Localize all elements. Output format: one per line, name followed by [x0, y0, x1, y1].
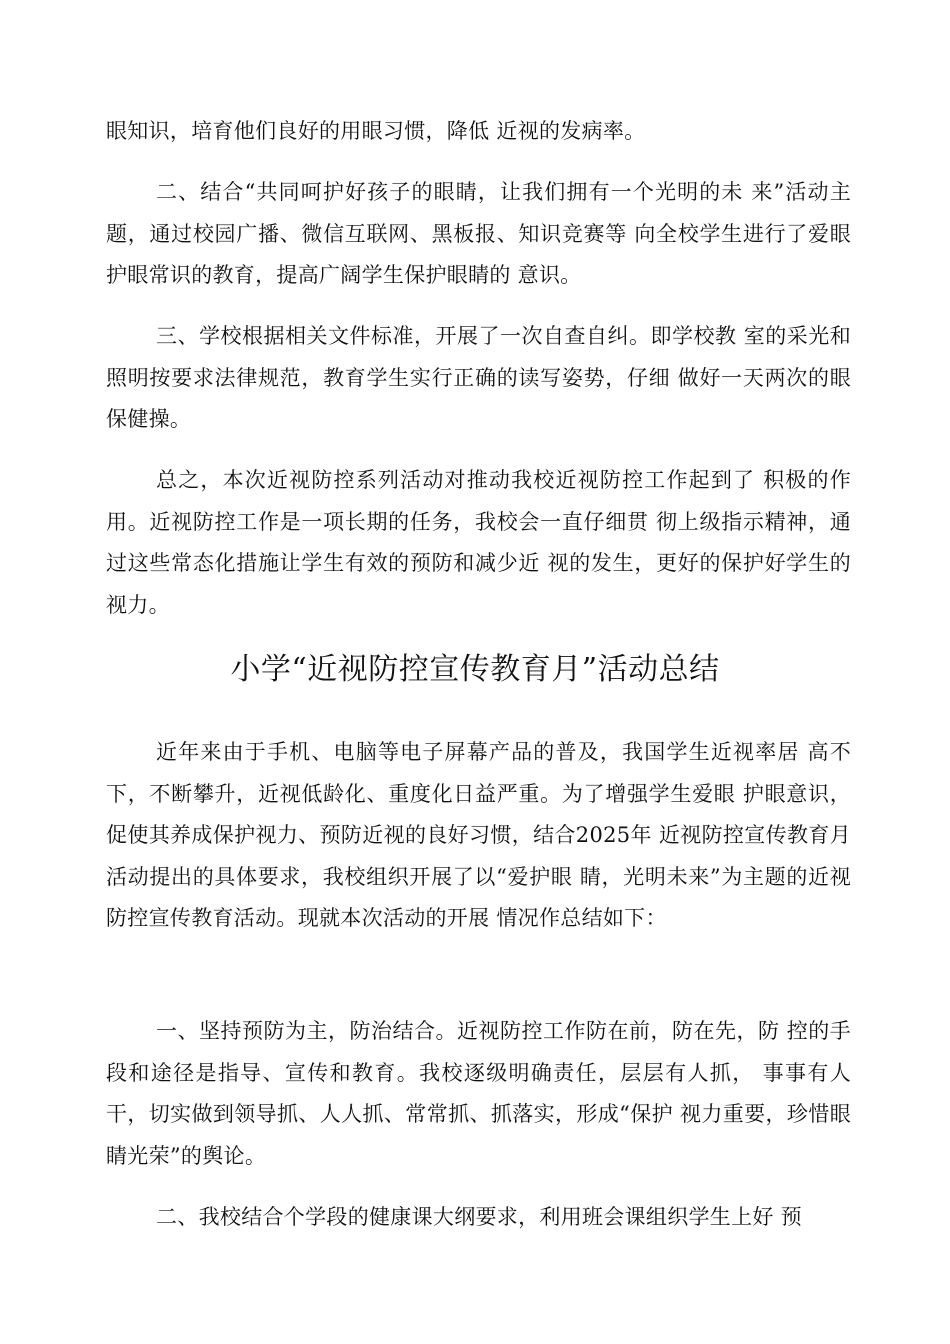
paragraph-conclusion: 总之，本次近视防控系列活动对推动我校近视防控工作起到了 积极的作用。近视防控工作是一项长期的任务，我校会一直仔细贯 彻上级指示精神，通过这些常态化措施让学生有效的预防和减少近 视的发生，更好的保护好学生的视力。 [106, 468, 851, 617]
paragraph-continuation: 眼知识，培育他们良好的用眼习惯，降低 近视的发病率。 [106, 119, 646, 143]
paragraph-intro: 近年来由于手机、电脑等电子屏幕产品的普及，我国学生近视率居 高不下，不断攀升，近视低龄化、重度化日益严重。为了增强学生爱眼 护眼意识，促使其养成保护视力、预防近视的良好习惯，结合2025年 近视防控宣传教育月活动提出的具体要求，我校组织开展了以“爱护眼 睛，光明未来”为主题的近视防控宣传教育活动。现就本次活动的开展 情况作总结如下： [106, 740, 851, 930]
document-title: 小学“近视防控宣传教育月”活动总结 [230, 652, 720, 687]
paragraph-section-one: 一、坚持预防为主，防治结合。近视防控工作防在前，防在先，防 控的手段和途径是指导、宣传和教育。我校逐级明确责任，层层有人抓， 事事有人干，切实做到领导抓、人人抓、常常抓、抓落实，形成“保护 视力重要，珍惜眼睛光荣”的舆论。 [106, 1019, 851, 1168]
paragraph-section-two: 二、我校结合个学段的健康课大纲要求，利用班会课组织学生上好 预 [156, 1205, 802, 1229]
paragraph-item-two: 二、结合“共同呵护好孩子的眼睛，让我们拥有一个光明的未 来”活动主题，通过校园广播、微信互联网、黑板报、知识竞赛等 向全校学生进行了爱眼护眼常识的教育，提高广阔学生保护眼睛的 意识。 [106, 180, 851, 287]
paragraph-item-three: 三、学校根据相关文件标准，开展了一次自查自纠。即学校教 室的采光和照明按要求法律规范，教育学生实行正确的读写姿势，仔细 做好一天两次的眼保健操。 [106, 324, 851, 431]
